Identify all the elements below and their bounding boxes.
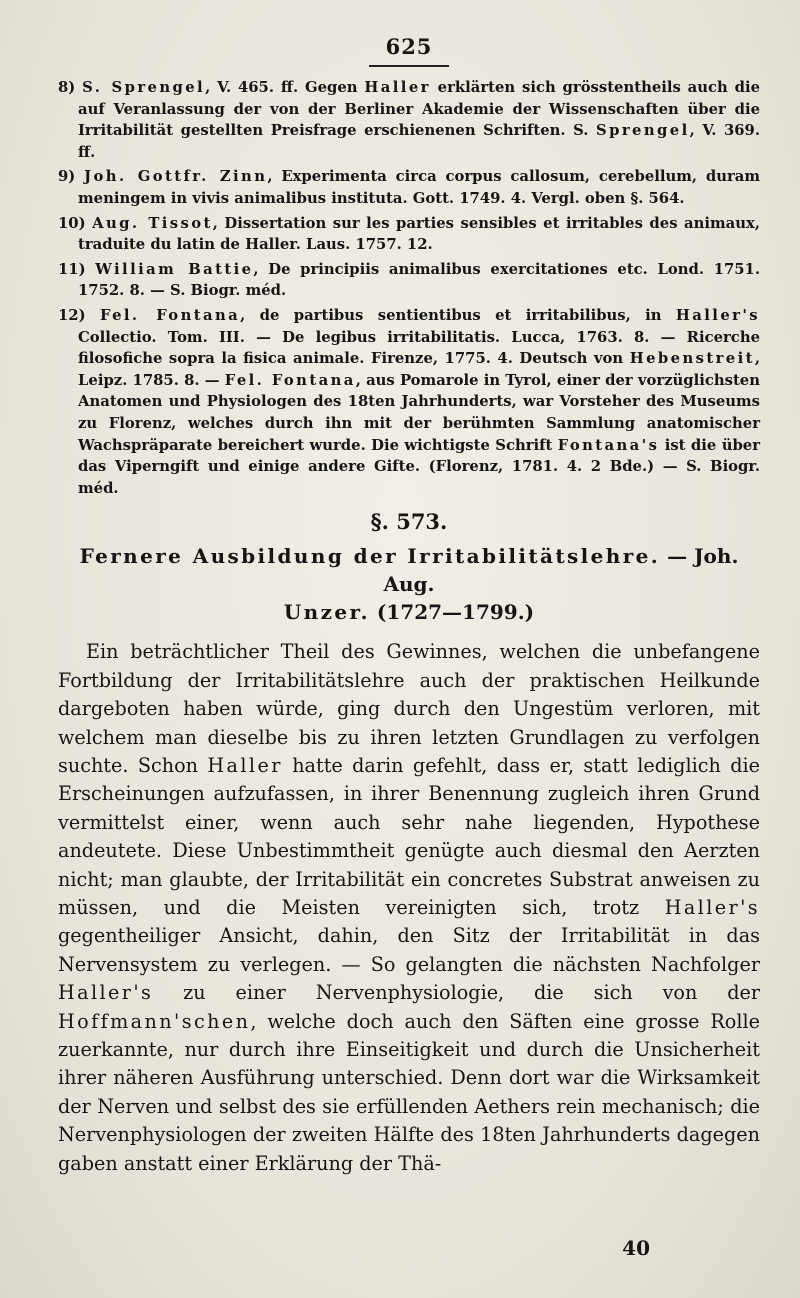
footnote — [58, 305, 760, 499]
section-heading-title: Fernere Ausbildung der Irritabilitätslehre. — [79, 544, 661, 569]
footnote-marker: 12) — [58, 306, 86, 324]
spaced-name: Haller — [364, 79, 431, 96]
spaced-name: Haller's — [664, 895, 760, 919]
text-run: ist die über das Viperngift und einige andere Gifte. (Florenz, 1781. 4. 2 Bde.) — S. Biogr. méd. — [78, 436, 761, 497]
footnote — [58, 77, 760, 163]
footnotes — [58, 77, 760, 499]
header-rule — [369, 65, 449, 67]
page-number: 625 — [385, 34, 433, 59]
spaced-name: Haller's — [58, 981, 154, 1005]
text-run: erklärten sich grösstentheils auch die auf Veranlassung der von der Berliner Akademie der Wissenschaften über die Irritabilität gestellten Preisfrage erschienenen Schriften. S. — [78, 79, 760, 140]
text-run: Collectio. Tom. III. — De legibus irritabilitatis. Lucca, 1763. 8. — Ricerche filosofiche sopra la fisica animale. Firenze, 1775. 4. Deutsch von — [78, 328, 760, 368]
spaced-name: Fel. Fontana — [99, 306, 241, 324]
spaced-name: Haller — [207, 753, 283, 777]
spaced-name: William Battie — [95, 260, 254, 278]
text-run: , V. 369. ff. — [78, 122, 760, 161]
footnote-text — [78, 215, 760, 254]
spaced-name: Fontana's — [557, 436, 660, 454]
body-paragraph — [58, 638, 760, 1178]
section-heading-author: Unzer. — [283, 600, 370, 625]
section-mark: §. 573. — [370, 509, 448, 535]
text-run: zu einer Nervenphysiologie, die sich von der — [153, 981, 760, 1005]
text-run: Ein beträchtlicher Theil des Gewinnes, welchen die unbefangene Fortbildung der Irritabilitätslehre auch der praktischen Heilkunde dargeboten haben würde, ging durch den Ungestüm verloren, mit welchem man dieselbe bis zu ihren letzten Grundlagen zu verfolgen suchte. Schon — [58, 640, 760, 777]
spaced-name: Fel. Fontana — [224, 371, 356, 389]
text-run: , de partibus sentientibus et irritabilibus, in — [240, 306, 676, 324]
footnote-text — [78, 307, 760, 497]
printer-signature: 40 — [622, 1236, 650, 1260]
text-run — [86, 307, 100, 324]
footnote-marker: 10) — [58, 214, 86, 232]
text-run: , welche doch auch den Säften eine grosse Rolle zuerkannte, nur durch ihre Einseitigkeit und durch die Unsicherheit ihrer näheren Ausführung unterschied. Denn dort war die Wirksamkeit der Nerven und selbst des sie erfüllenden Aethers rein mechanisch; die Nervenphysiologen der zweiten Hälfte des 18ten Jahrhunderts dagegen gaben anstatt einer Erklärung der Thä- — [58, 1009, 760, 1175]
spaced-name: Joh. Gottfr. Zinn — [84, 168, 268, 186]
section-heading — [58, 542, 760, 626]
text-run: , V. 465. ff. Gegen — [205, 79, 365, 96]
footnote-text — [75, 79, 760, 161]
footnote-marker: 9) — [58, 168, 76, 186]
text-run: , Leipz. 1785. 8. — — [78, 350, 760, 389]
footnote-marker: 11) — [58, 260, 86, 278]
spaced-name: Hebenstreit — [629, 350, 755, 368]
footnote — [58, 166, 760, 209]
text-run: , De principiis animalibus exercitationes etc. Lond. 1751. 1752. 8. — S. Biogr. méd. — [78, 260, 761, 300]
text-run: , Experimenta circa corpus callosum, cerebellum, duram meningem in vivis animalibus instituta. Gott. 1749. 4. Vergl. oben §. 564. — [78, 168, 760, 207]
footnote — [58, 259, 760, 302]
footnote — [58, 213, 760, 256]
text-run — [86, 261, 96, 278]
text-run: hatte darin gefehlt, dass er, statt lediglich die Erscheinungen aufzufassen, in ihrer Benennung zugleich ihren Grund vermittelst einer, wenn auch sehr nahe liegenden, Hypothese andeutete. Diese Unbestimmtheit genügte auch diesmal den Aerzten nicht; man glaubte, der Irritabilität ein concretes Substrat anweisen zu müssen, und die Meisten vereinigten sich, trotz — [58, 753, 760, 919]
section-heading-author-prefix: — Joh. Aug. — [383, 544, 739, 597]
spaced-name: Aug. Tissot — [92, 214, 213, 232]
footnote-text — [78, 261, 760, 300]
spaced-name: Hoffmann'schen — [58, 1009, 251, 1033]
spaced-name: S. Sprengel — [82, 79, 206, 96]
text-run: gegentheiliger Ansicht, dahin, den Sitz der Irritabilität in das Nervensystem zu verlegen. — So gelangten die nächsten Nachfolger — [58, 924, 760, 976]
text-run — [75, 168, 84, 185]
text-run: , Dissertation sur les parties sensibles et irritables des animaux, traduite du latin de Haller. Laus. 1757. 12. — [78, 214, 760, 254]
spaced-name: Sprengel — [596, 122, 690, 140]
footnote-text — [75, 168, 760, 207]
footnote-marker: 8) — [58, 79, 76, 96]
spaced-name: Haller's — [675, 306, 760, 324]
text-run: , aus Pomarole in Tyrol, einer der vorzüglichsten Anatomen und Physiologen des 18ten Jahrhunderts, war Vorsteher des Museums zu Florenz, welches durch ihn mit der berühmten Sammlung anatomischer Wachspräparate bereichert wurde. Die wichtigste Schrift — [78, 371, 760, 454]
section-heading-dates: (1727—1799.) — [369, 600, 535, 625]
